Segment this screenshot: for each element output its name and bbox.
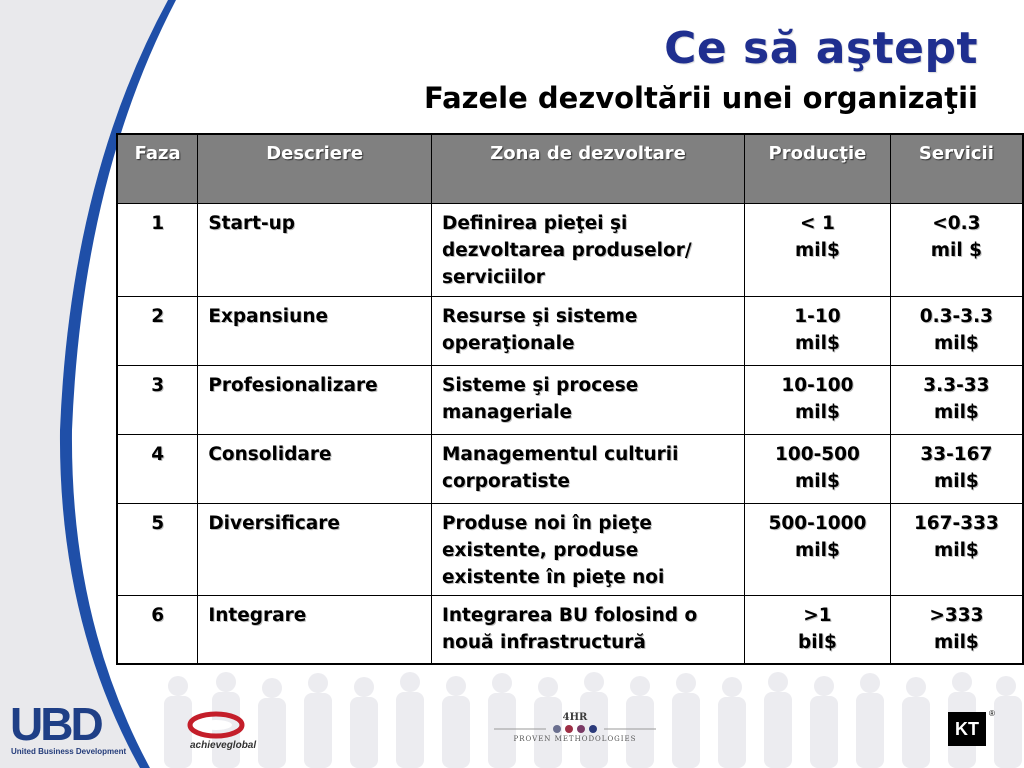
servicii-amount: <0.3	[932, 212, 981, 234]
faza-cell: 4	[117, 434, 198, 503]
faza-cell: 6	[117, 595, 198, 664]
zona-cell: Integrarea BU folosind o nouă infrastructură	[432, 595, 745, 664]
faza-cell: 5	[117, 503, 198, 595]
ubd-subtitle: United Business Development	[11, 747, 127, 756]
productie-cell	[745, 595, 891, 664]
productie-cell	[745, 503, 891, 595]
header-productie: Producţie	[745, 134, 891, 203]
table-header-row	[117, 134, 1023, 203]
productie-amount: 500-1000	[768, 512, 867, 534]
productie-unit: mil$	[795, 539, 840, 561]
zona-cell: Definirea pieţei şi dezvoltarea produselor/ serviciilor	[432, 203, 745, 296]
header-zona: Zona de dezvoltare	[432, 134, 745, 203]
productie-cell	[745, 203, 891, 296]
servicii-amount: 33-167	[920, 443, 993, 465]
table-row	[117, 203, 1023, 296]
productie-amount: 10-100	[781, 374, 854, 396]
servicii-unit: mil$	[933, 470, 979, 492]
table-row	[117, 503, 1023, 595]
faza-cell: 1	[117, 203, 198, 296]
zona-cell: Produse noi în pieţe existente, produse existente în pieţe noi	[432, 503, 745, 595]
header-descriere: Descriere	[198, 134, 432, 203]
productie-amount: 1-10	[794, 305, 841, 327]
faza-cell: 3	[117, 365, 198, 434]
productie-amount: >1	[803, 604, 832, 626]
servicii-cell	[890, 296, 1023, 365]
servicii-unit: mil$	[933, 401, 979, 423]
header-faza: Faza	[117, 134, 198, 203]
phases-table	[116, 133, 1024, 665]
servicii-unit: mil$	[933, 539, 979, 561]
ubd-logo	[10, 700, 122, 746]
table-row	[117, 296, 1023, 365]
servicii-unit: mil $	[930, 239, 983, 261]
productie-amount: 100-500	[774, 443, 860, 465]
achieveglobal-logo-text: achieveglobal	[190, 740, 257, 751]
descriere-cell: Expansiune	[198, 296, 432, 365]
4hr-logo	[490, 712, 660, 743]
productie-unit: mil$	[795, 470, 840, 492]
header-servicii: Servicii	[890, 134, 1023, 203]
table-row	[117, 365, 1023, 434]
achieveglobal-swirl-icon	[186, 710, 246, 740]
4hr-logo-subtitle: PROVEN METHODOLOGIES	[513, 735, 637, 743]
slide-title: Ce să aştept	[664, 23, 978, 74]
kt-logo: KT	[948, 712, 986, 746]
descriere-cell: Integrare	[198, 595, 432, 664]
productie-unit: mil$	[795, 239, 840, 261]
descriere-cell: Consolidare	[198, 434, 432, 503]
productie-amount: < 1	[800, 212, 835, 234]
descriere-cell: Start-up	[198, 203, 432, 296]
zona-cell: Managementul culturii corporatiste	[432, 434, 745, 503]
servicii-cell	[890, 595, 1023, 664]
zona-cell: Sisteme şi procese manageriale	[432, 365, 745, 434]
svg-text:UBD: UBD	[10, 700, 101, 746]
productie-cell	[745, 434, 891, 503]
title-block	[424, 22, 978, 118]
4hr-dots-icon	[490, 722, 660, 736]
4hr-logo-title: 4HR	[562, 712, 588, 723]
productie-cell	[745, 365, 891, 434]
table-row	[117, 434, 1023, 503]
servicii-amount: 3.3-33	[923, 374, 990, 396]
slide-subtitle: Fazele dezvoltării unei organizaţii	[423, 81, 978, 115]
servicii-unit: mil$	[933, 631, 979, 653]
servicii-cell	[890, 503, 1023, 595]
productie-unit: mil$	[795, 332, 840, 354]
table-row	[117, 595, 1023, 664]
zona-cell: Resurse şi sisteme operaţionale	[432, 296, 745, 365]
servicii-unit: mil$	[933, 332, 979, 354]
servicii-cell	[890, 203, 1023, 296]
productie-cell	[745, 296, 891, 365]
faza-cell: 2	[117, 296, 198, 365]
descriere-cell: Diversificare	[198, 503, 432, 595]
descriere-cell: Profesionalizare	[198, 365, 432, 434]
servicii-amount: >333	[929, 604, 984, 626]
servicii-amount: 0.3-3.3	[919, 305, 994, 327]
servicii-cell	[890, 434, 1023, 503]
servicii-cell	[890, 365, 1023, 434]
registered-mark: ®	[989, 709, 995, 718]
productie-unit: bil$	[798, 631, 837, 653]
productie-unit: mil$	[795, 401, 840, 423]
servicii-amount: 167-333	[913, 512, 999, 534]
